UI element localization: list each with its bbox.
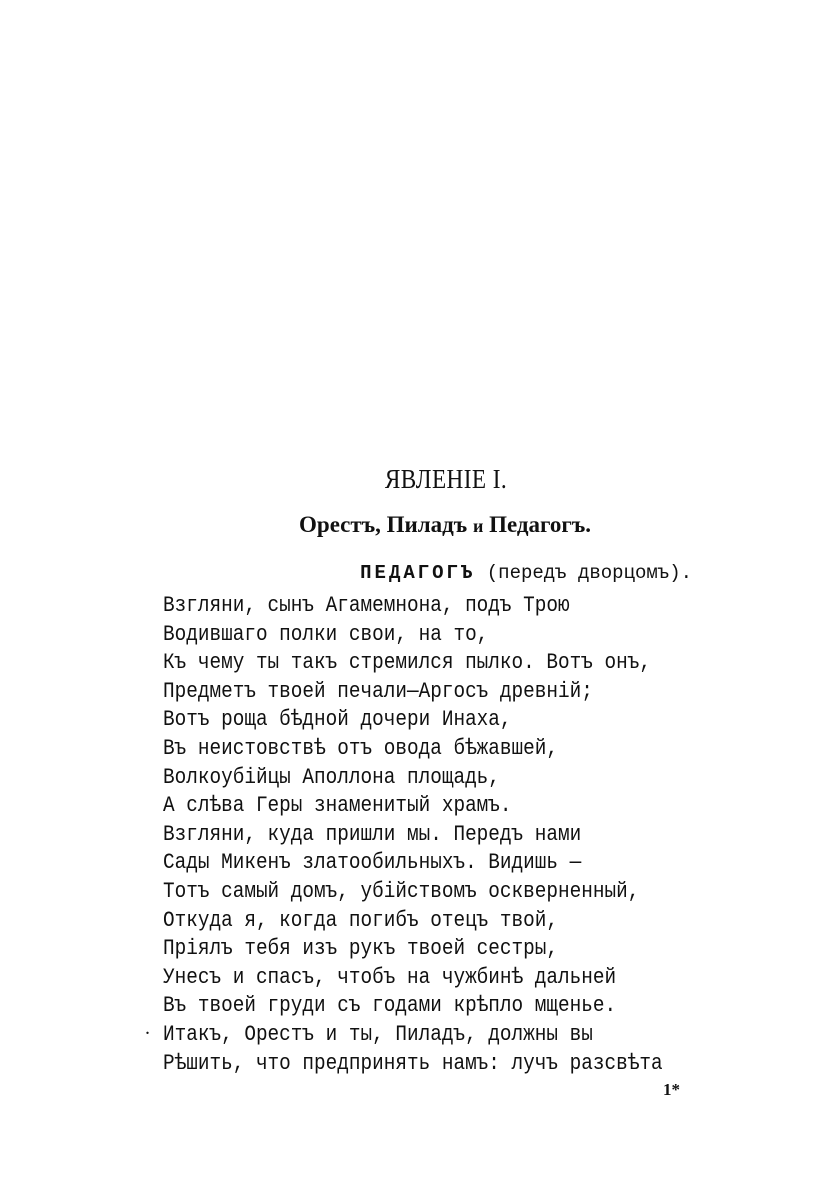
verse-line: Вотъ роща бѣдной дочери Инаха, — [163, 707, 512, 733]
verse-line: Унесъ и спасъ, чтобъ на чужбинѣ дальней — [163, 964, 617, 990]
characters-conjunction: и — [472, 516, 484, 536]
verse-line: Пріялъ тебя изъ рукъ твоей сестры, — [163, 936, 559, 962]
scene-title: ЯВЛЕНІЕ I. — [384, 464, 508, 494]
speaker-name: ПЕДАГОГЪ — [360, 562, 476, 584]
verse-line: Откуда я, когда погибъ отецъ твой, — [163, 907, 559, 933]
verse-line: Рѣшить, что предпринять намъ: лучъ разсвѣта — [163, 1050, 663, 1076]
verse-line: А слѣва Геры знаменитый храмъ. — [163, 793, 512, 819]
verse-line: Взгляни, куда пришли мы. Передъ нами — [163, 821, 582, 847]
verse-line: Въ неистовствѣ отъ овода бѣжавшей, — [163, 735, 559, 761]
characters-last: Педагогъ. — [489, 512, 591, 537]
verse-line: Въ твоей груди съ годами крѣпло мщенье. — [163, 993, 617, 1019]
stage-direction: (передъ дворцомъ). — [486, 562, 692, 584]
verse-line: Предметъ твоей печали—Аргосъ древній; — [163, 678, 593, 704]
characters-line — [0, 512, 840, 538]
verse-line: Тотъ самый домъ, убійствомъ оскверненный, — [163, 878, 640, 904]
verse-line: Взгляни, сынъ Агамемнона, подъ Трою — [163, 593, 570, 618]
margin-mark: . — [145, 1017, 150, 1039]
verse-line: Къ чему ты такъ стремился пылко. Вотъ онъ, — [163, 650, 651, 676]
verse-line: Волкоубійцы Аполлона площадь, — [163, 764, 500, 790]
verse-line: Сады Микенъ златообильныхъ. Видишь — — [163, 850, 582, 876]
verse-line: Итакъ, Орестъ и ты, Пиладъ, должны вы — [163, 1021, 593, 1047]
characters-first: Орестъ, Пиладъ — [299, 512, 468, 537]
verse-block — [163, 592, 731, 1078]
signature-mark: 1* — [663, 1080, 680, 1099]
verse-line: Водившаго полки свои, на то, — [163, 621, 489, 647]
speaker-heading — [360, 562, 692, 584]
